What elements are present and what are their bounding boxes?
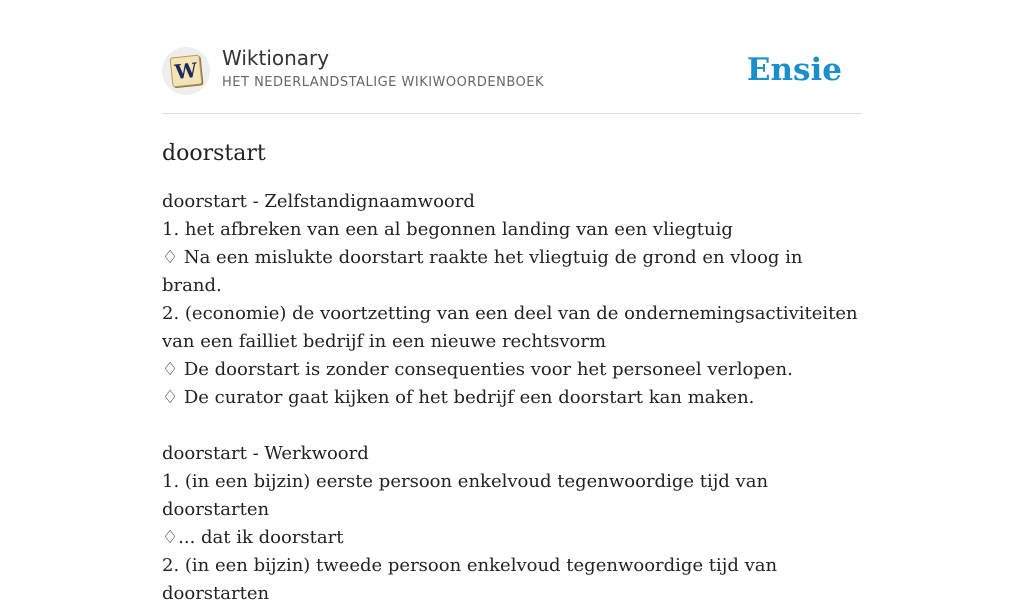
definition-line: 2. (economie) de voortzetting van een deel van de ondernemingsactiviteiten van een failliet bedrijf in een nieuwe rechtsvorm: [162, 303, 858, 352]
example-line: ♢ Na een mislukte doorstart raakte het vliegtuig de grond en vloog in brand.: [162, 247, 803, 296]
definition-line: 1. het afbreken van een al begonnen landing van een vliegtuig: [162, 219, 733, 240]
entry-separator: [162, 412, 862, 440]
entry-heading-noun: doorstart - Zelfstandignaamwoord: [162, 191, 475, 212]
definition-line: 1. (in een bijzin) eerste persoon enkelvoud tegenwoordige tijd van doorstarten: [162, 471, 769, 520]
example-line: ♢... dat ik doorstart: [162, 527, 344, 548]
ensie-brand-link[interactable]: Ensie: [746, 52, 842, 88]
logo-letter: W: [173, 57, 199, 85]
example-line: ♢ De doorstart is zonder consequenties voor het personeel verlopen.: [162, 359, 793, 380]
logo-tile-icon: [170, 55, 203, 88]
site-tagline: HET NEDERLANDSTALIGE WIKIWOORDENBOEK: [222, 75, 545, 90]
entry-heading-verb: doorstart - Werkwoord: [162, 443, 369, 464]
example-line: ♢ De curator gaat kijken of het bedrijf een doorstart kan maken.: [162, 387, 755, 408]
site-header: [162, 0, 862, 114]
definition-content: [162, 188, 862, 608]
wiktionary-logo[interactable]: [162, 47, 210, 95]
site-name[interactable]: Wiktionary: [222, 46, 330, 70]
page: [162, 0, 862, 608]
definition-line: 2. (in een bijzin) tweede persoon enkelvoud tegenwoordige tijd van doorstarten: [162, 555, 778, 604]
page-title: doorstart: [162, 141, 266, 166]
